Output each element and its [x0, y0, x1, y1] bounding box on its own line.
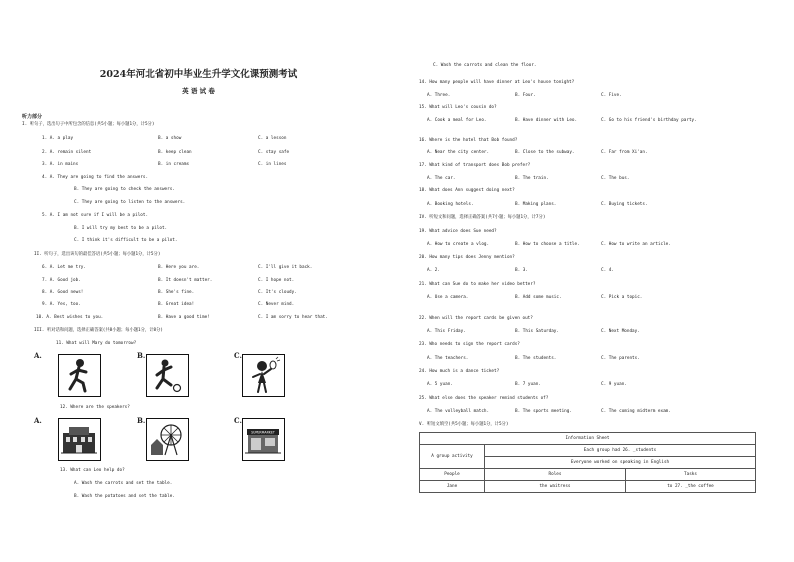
q21-b: B. Add some music.: [515, 295, 562, 300]
q11-label-c: C.: [234, 351, 242, 360]
q9-b: B. Great idea!: [158, 302, 195, 307]
section-heading: 听力部分: [22, 114, 43, 120]
q24-question: 24. How much is a dance ticket?: [419, 369, 500, 374]
supermarket-icon: [243, 419, 283, 459]
q11-option-a[interactable]: [58, 354, 101, 397]
part3-instruction: III. 听对话和问题，选择正确答案(共8小题；每小题1分，计8分): [34, 328, 163, 333]
q3-a: 3. A. in mains: [42, 162, 79, 167]
q21-question: 21. What can Sue do to make her video better?: [419, 282, 536, 287]
q12-label-b: B.: [137, 416, 146, 425]
table-row1: Each group had 26. _students: [485, 445, 756, 457]
q19-b: B. How to choose a title.: [515, 242, 580, 247]
q17-a: A. The car.: [427, 176, 456, 181]
running-boy-icon: [59, 355, 99, 395]
q17-c: C. The bus.: [601, 176, 630, 181]
q3-b: B. in creams: [158, 162, 190, 167]
q14-b: B. Four.: [515, 93, 536, 98]
q22-c: C. Next Monday.: [601, 329, 640, 334]
table-cell-role: the waitress: [485, 481, 626, 493]
q16-a: A. Near the city center.: [427, 150, 490, 155]
q20-a: A. 2.: [427, 268, 440, 273]
q12-label-c: C.: [234, 416, 242, 425]
q14-a: A. Three.: [427, 93, 451, 98]
q22-b: B. This Saturday.: [515, 329, 559, 334]
q16-question: 16. Where is the hotel that Bob found?: [419, 138, 518, 143]
q12-option-a[interactable]: [58, 418, 101, 461]
q2-a: 2. A. remain silent: [42, 150, 92, 155]
table-row2: Everyone worked on speaking in English: [485, 457, 756, 469]
q14-c: C. Five.: [601, 93, 622, 98]
q15-c: C. Go to his friend's birthday party.: [601, 118, 697, 123]
q1-b: B. a show: [158, 136, 182, 141]
q23-c: C. The parents.: [601, 356, 640, 361]
q5-c: C. I think it's difficult to be a pilot.: [74, 238, 178, 243]
q17-b: B. The train.: [515, 176, 549, 181]
q11-option-b[interactable]: [146, 354, 189, 397]
q22-question: 22. When will the report cards be given out?: [419, 316, 533, 321]
q23-a: A. The teachers.: [427, 356, 469, 361]
q3-c: C. in lines: [258, 162, 287, 167]
q12-option-c[interactable]: [242, 418, 285, 461]
q23-question: 23. Who needs to sign the report cards?: [419, 342, 520, 347]
q9-c: C. Never mind.: [258, 302, 295, 307]
information-sheet-table: [419, 432, 756, 493]
q2-b: B. keep clean: [158, 150, 192, 155]
q25-question: 25. What else does the speaker remind students of?: [419, 396, 549, 401]
q10-b: B. Have a good time!: [158, 315, 210, 320]
table-header-tasks: Tasks: [626, 469, 756, 481]
table-caption: Information Sheet: [420, 433, 756, 445]
q14-question: 14. How many people will have dinner at Leo's house tonight?: [419, 80, 575, 85]
q7-a: 7. A. Good job.: [42, 278, 81, 283]
q9-a: 9. A. Yes, too.: [42, 302, 81, 307]
q11-label-a: A.: [34, 351, 42, 360]
q11-question: 11. What will Mary do tomorrow?: [56, 341, 137, 346]
q21-a: A. Use a camera.: [427, 295, 469, 300]
table-activity-cell: A group activity: [420, 445, 485, 469]
q25-c: C. The coming midterm exam.: [601, 409, 671, 414]
q19-question: 19. What advice does Sue need?: [419, 229, 497, 234]
q12-question: 12. Where are the speakers?: [60, 405, 130, 410]
supermarket-sign: SUPERMARKET: [251, 430, 275, 435]
q12-label-a: A.: [34, 416, 42, 425]
q24-a: A. 5 yuan.: [427, 382, 453, 387]
q11-label-b: B.: [137, 351, 146, 360]
q19-a: A. How to create a vlog.: [427, 242, 490, 247]
q8-b: B. She's fine.: [158, 290, 195, 295]
page-subtitle: 英 语 试 卷: [182, 87, 215, 95]
q8-c: C. It's cloudy.: [258, 290, 297, 295]
q18-question: 18. What does Ann suggest doing next?: [419, 188, 515, 193]
q25-a: A. The volleyball match.: [427, 409, 490, 414]
q21-c: C. Pick a topic.: [601, 295, 643, 300]
q17-question: 17. What kind of transport does Bob prefer?: [419, 163, 531, 168]
q16-c: C. Far from Xi'an.: [601, 150, 648, 155]
q13-question: 13. What can Leo help do?: [60, 468, 125, 473]
q4-b: B. They are going to check the answers.: [74, 187, 175, 192]
q24-c: C. 9 yuan.: [601, 382, 627, 387]
q13-a: A. Wash the carrots and set the table.: [74, 481, 173, 486]
q13-c: C. Wash the carrots and clean the floor.: [433, 63, 537, 68]
q16-b: B. Close to the subway.: [515, 150, 575, 155]
badminton-girl-icon: [243, 355, 283, 395]
q15-a: A. Cook a meal for Leo.: [427, 118, 487, 123]
q6-b: B. Here you are.: [158, 265, 200, 270]
q7-b: B. It doesn't matter.: [158, 278, 213, 283]
q4-c: C. They are going to listen to the answers.: [74, 200, 186, 205]
table-header-roles: Roles: [485, 469, 626, 481]
part4-instruction: IV. 听短文和问题，选择正确答案(共7小题；每小题1分，计7分): [419, 215, 546, 220]
q25-b: B. The sports meeting.: [515, 409, 572, 414]
right-column: [397, 0, 794, 562]
q20-question: 20. How many tips does Jenny mention?: [419, 255, 515, 260]
q12-option-b[interactable]: [146, 418, 189, 461]
part1-instruction: I. 听句子，选出句子中所包含的信息(共5小题；每小题1分，计5分): [22, 122, 155, 127]
page-title: 2024年河北省初中毕业生升学文化课预测考试: [99, 69, 298, 80]
q15-question: 15. What will Leo's cousin do?: [419, 105, 497, 110]
q4-a: 4. A. They are going to find the answers.: [42, 175, 149, 180]
football-player-icon: [147, 355, 187, 395]
q13-b: B. Wash the potatoes and set the table.: [74, 494, 175, 499]
q7-c: C. I hope not.: [258, 278, 295, 283]
part2-instruction: II. 听句子，选出该句的最佳答语(共5小题；每小题1分，计5分): [34, 252, 161, 257]
q6-c: C. I'll give it back.: [258, 265, 313, 270]
q10-a: 10. A. Best wishes to you.: [36, 315, 104, 320]
q10-c: C. I am sorry to hear that.: [258, 315, 328, 320]
q1-c: C. a lesson: [258, 136, 287, 141]
q1-a: 1. A. a play: [42, 136, 74, 141]
q5-a: 5. A. I am not sure if I will be a pilot.: [42, 213, 149, 218]
part5-instruction: V. 听短文填空(共5小题；每小题1分，计5分): [419, 422, 509, 427]
table-cell-task[interactable]: to 27. _the coffee: [626, 481, 756, 493]
q22-a: A. This Friday.: [427, 329, 466, 334]
q18-a: A. Booking hotels.: [427, 202, 474, 207]
q20-b: B. 3.: [515, 268, 528, 273]
q15-b: B. Have dinner with Leo.: [515, 118, 578, 123]
q5-b: B. I will try my best to be a pilot.: [74, 226, 168, 231]
q18-c: C. Buying tickets.: [601, 202, 648, 207]
q20-c: C. 4.: [601, 268, 614, 273]
q24-b: B. 7 yuan.: [515, 382, 541, 387]
q2-c: C. stay safe: [258, 150, 290, 155]
table-cell-person: Jane: [420, 481, 485, 493]
amusement-park-icon: [147, 419, 187, 459]
q6-a: 6. A. Let me try.: [42, 265, 86, 270]
q11-option-c[interactable]: [242, 354, 285, 397]
school-building-icon: [59, 419, 99, 459]
table-header-people: People: [420, 469, 485, 481]
q19-c: C. How to write an article.: [601, 242, 671, 247]
q23-b: B. The students.: [515, 356, 557, 361]
q8-a: 8. A. Good news!: [42, 290, 84, 295]
q18-b: B. Making plans.: [515, 202, 557, 207]
